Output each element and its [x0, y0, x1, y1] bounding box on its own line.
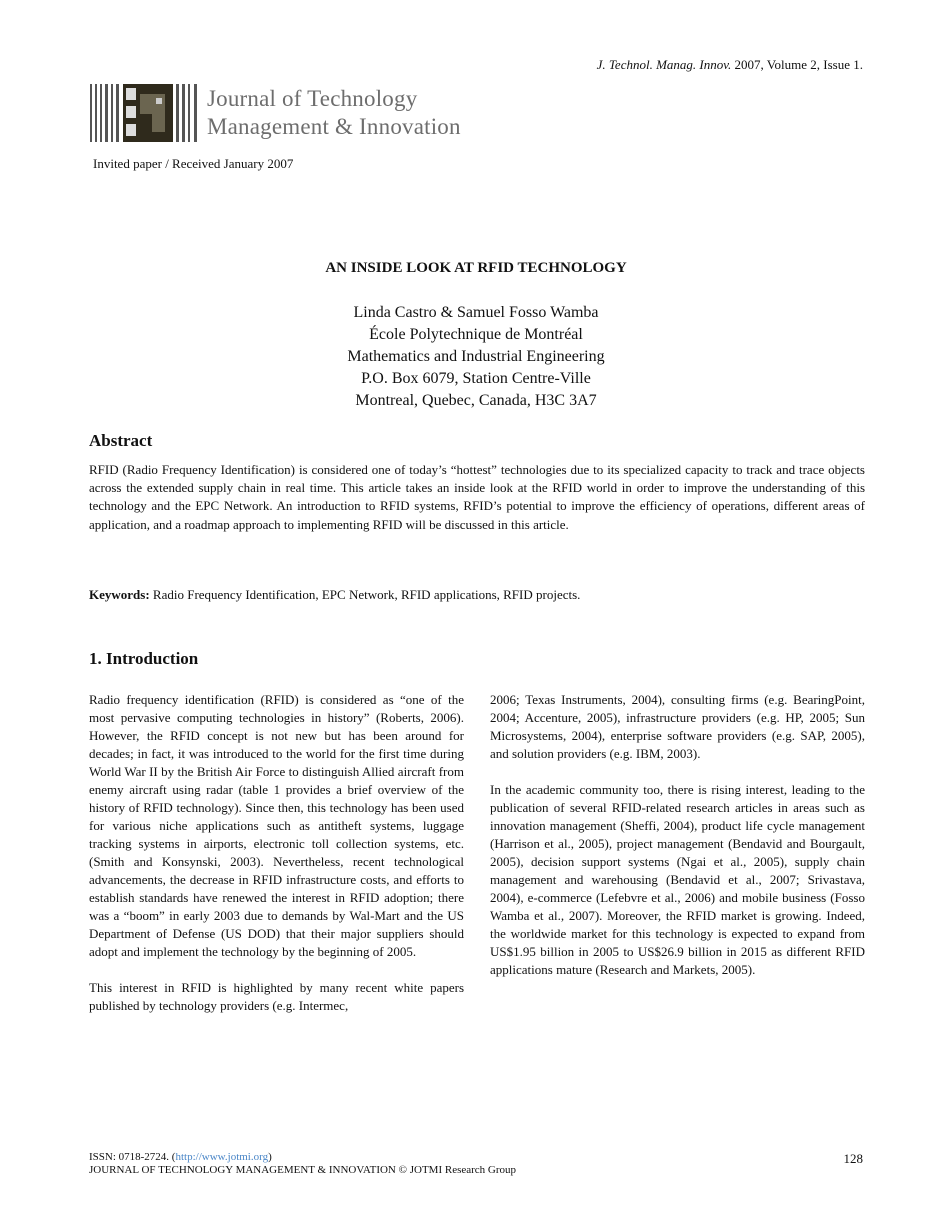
logo-line-2: Management & Innovation — [207, 114, 461, 139]
abstract-text: RFID (Radio Frequency Identification) is considered one of today’s “hottest” technologies due to its specialized capacity to track and trace objects across the extended supply chain in real time. This article takes an inside look at the RFID world in order to improve the understanding of this technology and the EPC Network. An introduction to RFID systems, RFID’s potential to improve the efficiency of operations, different areas of application, and a roadmap approach to implementing RFID will be discussed in this article. — [89, 462, 865, 532]
footer-journal: JOURNAL OF TECHNOLOGY MANAGEMENT & INNOVATION © JOTMI Research Group — [89, 1164, 517, 1176]
keywords — [89, 587, 580, 603]
issn-close: ) — [268, 1151, 272, 1163]
author-city: Montreal, Quebec, Canada, H3C 3A7 — [355, 392, 597, 409]
journal-logo — [90, 84, 490, 146]
keywords-label: Keywords: — [89, 587, 150, 602]
footer-issn — [89, 1151, 272, 1163]
running-head — [597, 57, 863, 73]
keywords-text: Radio Frequency Identification, EPC Network, RFID applications, RFID projects. — [149, 587, 581, 602]
journal-abbrev: J. Technol. Manag. Innov. — [596, 57, 732, 72]
author-institution: École Polytechnique de Montréal — [369, 326, 583, 343]
author-po-box: P.O. Box 6079, Station Centre-Ville — [361, 370, 591, 387]
paper-title: AN INSIDE LOOK AT RFID TECHNOLOGY — [325, 260, 627, 276]
issue-info: 2007, Volume 2, Issue 1. — [734, 57, 863, 72]
journal-url-link[interactable]: http://www.jotmi.org — [175, 1151, 269, 1163]
left-column — [89, 691, 464, 1033]
intro-paragraph-3: In the academic community too, there is rising interest, leading to the publication of several RFID-related research articles in areas such as innovation management (Sheffi, 2004), product life cycle management (Harrison et al., 2005), project management (Bendavid and Bourgault, 2005), decision support systems (Ngai et al., 2005), supply chain management and warehousing (Bendavid et al., 2007; Srivastava, 2004), e-commerce (Lefebvre et al., 2006) and mobile business (Fosso Wamba et al., 2007). Moreover, the RFID market is growing. Indeed, the worldwide market for this technology is expected to expand from US$1.95 billion in 2005 to US$26.9 billion in 2015 as different RFID applications mature (Research and Markets, 2005). — [490, 782, 865, 977]
intro-paragraph-2-cont: 2006; Texas Instruments, 2004), consulting firms (e.g. BearingPoint, 2004; Accenture, 2005), infrastructure providers (e.g. HP, 2005; Sun Microsystems, 2004), enterprise software providers (e.g. SAP, 2005), and solution providers (e.g. IBM, 2003). — [490, 692, 865, 761]
abstract-heading: Abstract — [89, 431, 153, 450]
intro-paragraph-2: This interest in RFID is highlighted by many recent white papers published by technology providers (e.g. Intermec, — [89, 980, 464, 1013]
introduction-heading: 1. Introduction — [89, 649, 199, 668]
film-strip-logo-icon — [90, 84, 200, 144]
author-block — [0, 302, 952, 412]
invited-paper-note: Invited paper / Received January 2007 — [93, 156, 294, 171]
right-column — [490, 691, 865, 997]
page-number: 128 — [843, 1151, 863, 1166]
intro-paragraph-1: Radio frequency identification (RFID) is considered as “one of the most pervasive computing technologies in history” (Roberts, 2006). However, the RFID concept is not new but has been around for decades; in fact, it was introduced to the world for the first time during World War II by the British Air Force to distinguish Allied aircraft from enemy aircraft using radar (table 1 provides a brief overview of the history of RFID technology). Since then, this technology has been used for various niche applications such as antitheft systems, luggage tracking systems in airports, electronic toll collection systems, etc. (Smith and Konsynski, 2003). Nevertheless, recent technological advancements, the decrease in RFID infrastructure costs, and efforts to establish standards have renewed the interest in RFID adoption; there was a “boom” in early 2003 due to demands by Wal-Mart and the US Department of Defense (US DOD) that their major suppliers should adopt and implement the technology by the beginning of 2005. — [89, 692, 464, 959]
author-department: Mathematics and Industrial Engineering — [347, 348, 605, 365]
author-names: Linda Castro & Samuel Fosso Wamba — [353, 304, 599, 321]
issn-text: ISSN: 0718-2724. ( — [89, 1151, 176, 1163]
logo-line-1: Journal of Technology — [207, 86, 418, 111]
